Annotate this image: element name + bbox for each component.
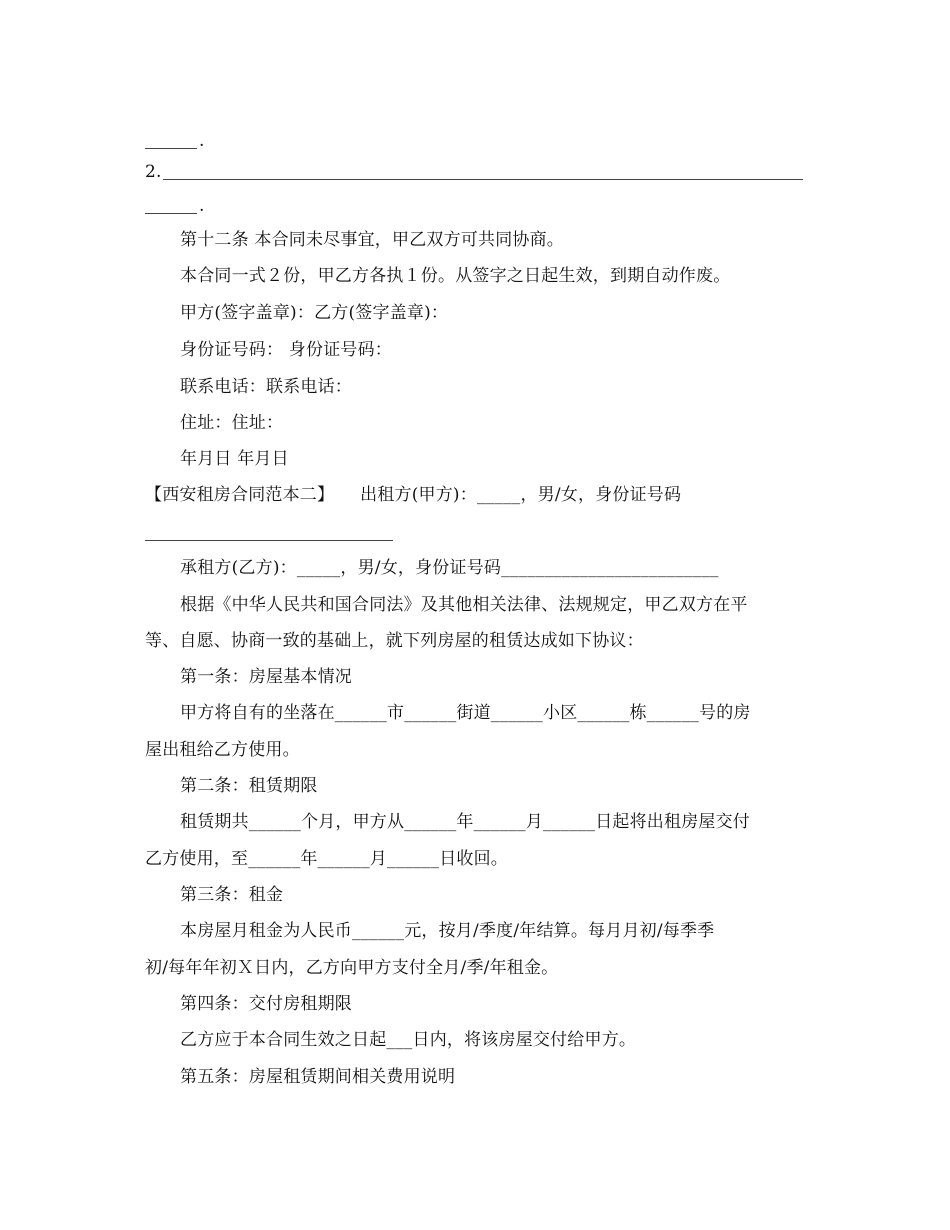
- article-2-title: 第二条：租赁期限: [180, 776, 318, 796]
- article-5-title: 第五条：房屋租赁期间相关费用说明: [180, 1067, 456, 1087]
- template-two-heading: 【西安租房合同范本二】 出租方(甲方)：_____，男/女，身份证号码: [145, 485, 682, 505]
- list-number: 2.: [145, 162, 162, 182]
- preamble-line-2: 等、自愿、协商一致的基础上，就下列房屋的租赁达成如下协议：: [145, 631, 644, 651]
- article-4-title: 第四条：交付房租期限: [180, 994, 352, 1014]
- preamble-line-1: 根据《中华人民共和国合同法》及其他相关法律、法规规定，甲乙双方在平: [180, 595, 748, 615]
- phone-line: 联系电话：联系电话：: [180, 377, 352, 397]
- lessee-line: 承租方(乙方)：_____，男/女，身份证号码_________________________: [180, 558, 719, 578]
- article-1-line-2: 屋出租给乙方使用。: [145, 740, 300, 760]
- article-1-title: 第一条：房屋基本情况: [180, 667, 352, 687]
- blank-line: [145, 213, 197, 214]
- article-3-line-1: 本房屋月租金为人民币______元，按月/季度/年结算。每月月初/每季季: [180, 921, 715, 941]
- article-1-line-1: 甲方将自有的坐落在______市______街道______小区______栋______号的房: [180, 703, 751, 723]
- blank-line: [163, 179, 803, 180]
- blank-line: [145, 148, 197, 149]
- article-2-line-2: 乙方使用，至______年______月______日收回。: [145, 849, 508, 869]
- article-4-line-1: 乙方应于本合同生效之日起___日内，将该房屋交付给甲方。: [180, 1030, 637, 1050]
- id-number-line: 身份证号码： 身份证号码：: [180, 340, 393, 360]
- line-period: .: [199, 196, 205, 216]
- date-line: 年月日 年月日: [180, 449, 289, 469]
- copies-clause: 本合同一式２份，甲乙方各执１份。从签字之日起生效，到期自动作废。: [180, 266, 731, 286]
- article-12: 第十二条 本合同未尽事宜，甲乙双方可共同协商。: [180, 230, 565, 250]
- blank-line: [145, 540, 393, 541]
- signature-line: 甲方(签字盖章)：乙方(签字盖章)：: [180, 303, 449, 323]
- article-3-title: 第三条：租金: [180, 885, 284, 905]
- line-period: .: [199, 131, 205, 151]
- address-line: 住址：住址：: [180, 413, 284, 433]
- article-3-line-2: 初/每年年初Ｘ日内，乙方向甲方支付全月/季/年租金。: [145, 958, 559, 978]
- article-2-line-1: 租赁期共______个月，甲方从______年______月______日起将出租房屋交付: [180, 812, 750, 832]
